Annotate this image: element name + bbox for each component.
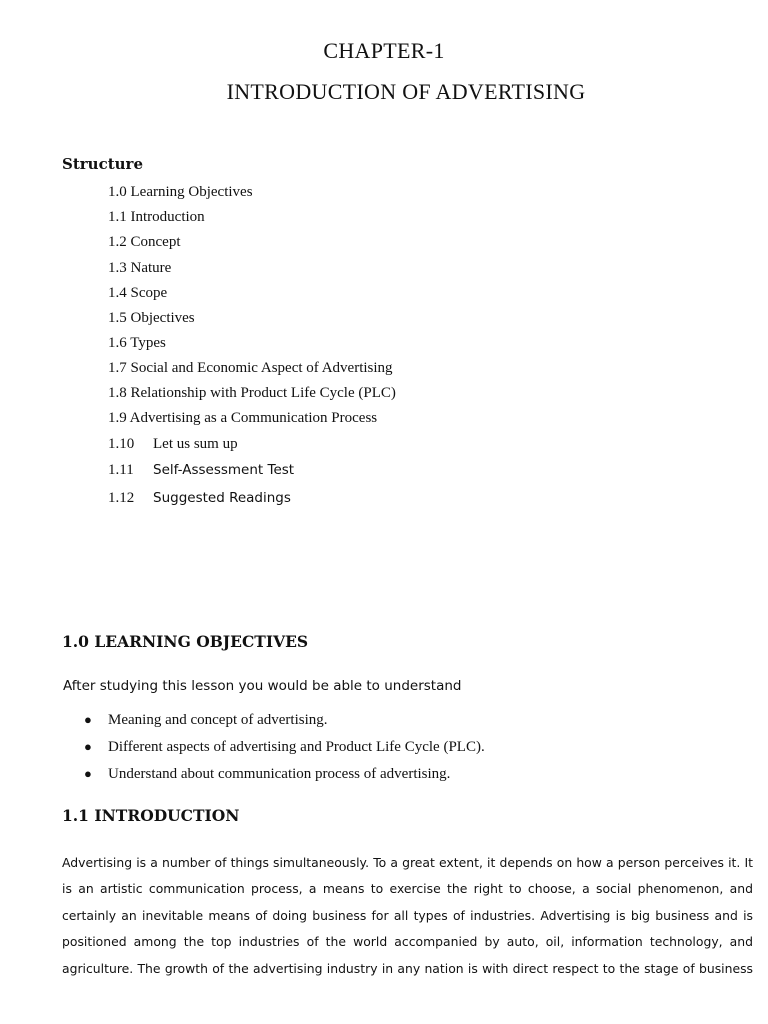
paragraph-line: is an artistic communication process, a means to exercise the right to choose, a social phenomenon, and	[62, 881, 753, 897]
learning-objectives-intro: After studying this lesson you would be able to understand	[63, 678, 462, 694]
list-item: ● Understand about communication process of advertising.	[84, 766, 451, 782]
toc-item-number: 1.10	[108, 436, 135, 452]
toc-item: 1.1 Introduction	[108, 209, 205, 225]
toc-item: 1.0 Learning Objectives	[108, 184, 253, 200]
toc-item	[108, 490, 291, 507]
paragraph-line: certainly an inevitable means of doing business for all types of industries. Advertising is big business and is	[62, 907, 753, 923]
bullet-icon: ●	[84, 766, 92, 781]
toc-item: 1.5 Objectives	[108, 310, 195, 326]
toc-item-label: Self-Assessment Test	[153, 462, 295, 478]
toc-item-number: 1.11	[108, 462, 134, 478]
toc-item	[108, 436, 238, 453]
paragraph-line: agriculture. The growth of the advertising industry in any nation is with direct respect to the stage of business	[62, 960, 753, 976]
structure-heading: Structure	[62, 155, 143, 173]
chapter-subtitle: INTRODUCTION OF ADVERTISING	[226, 79, 586, 104]
toc-item: 1.3 Nature	[108, 260, 172, 276]
toc-item-label: Suggested Readings	[153, 490, 291, 506]
list-item: ● Different aspects of advertising and Product Life Cycle (PLC).	[84, 739, 485, 755]
toc-item	[108, 462, 294, 479]
toc-item: 1.7 Social and Economic Aspect of Advertising	[108, 360, 393, 376]
toc-item-number: 1.12	[108, 490, 135, 506]
toc-item: 1.6 Types	[108, 335, 166, 351]
bullet-icon: ●	[84, 712, 92, 727]
bullet-icon: ●	[84, 739, 92, 754]
toc-item: 1.9 Advertising as a Communication Process	[108, 410, 378, 426]
introduction-heading: 1.1 INTRODUCTION	[62, 806, 240, 825]
learning-objectives-heading: 1.0 LEARNING OBJECTIVES	[62, 632, 309, 651]
toc-item: 1.2 Concept	[108, 234, 181, 250]
paragraph-line: positioned among the top industries of the world accompanied by auto, oil, information technology, and	[62, 934, 753, 950]
introduction-paragraph	[62, 850, 753, 982]
paragraph-line: Advertising is a number of things simultaneously. To a great extent, it depends on how a person perceives it. It	[62, 855, 753, 870]
chapter-title: CHAPTER-1	[323, 38, 445, 63]
toc-item-label: Let us sum up	[153, 436, 238, 452]
toc-item: 1.4 Scope	[108, 285, 168, 301]
toc-item: 1.8 Relationship with Product Life Cycle (PLC)	[108, 385, 396, 401]
list-item: ● Meaning and concept of advertising.	[84, 712, 328, 728]
